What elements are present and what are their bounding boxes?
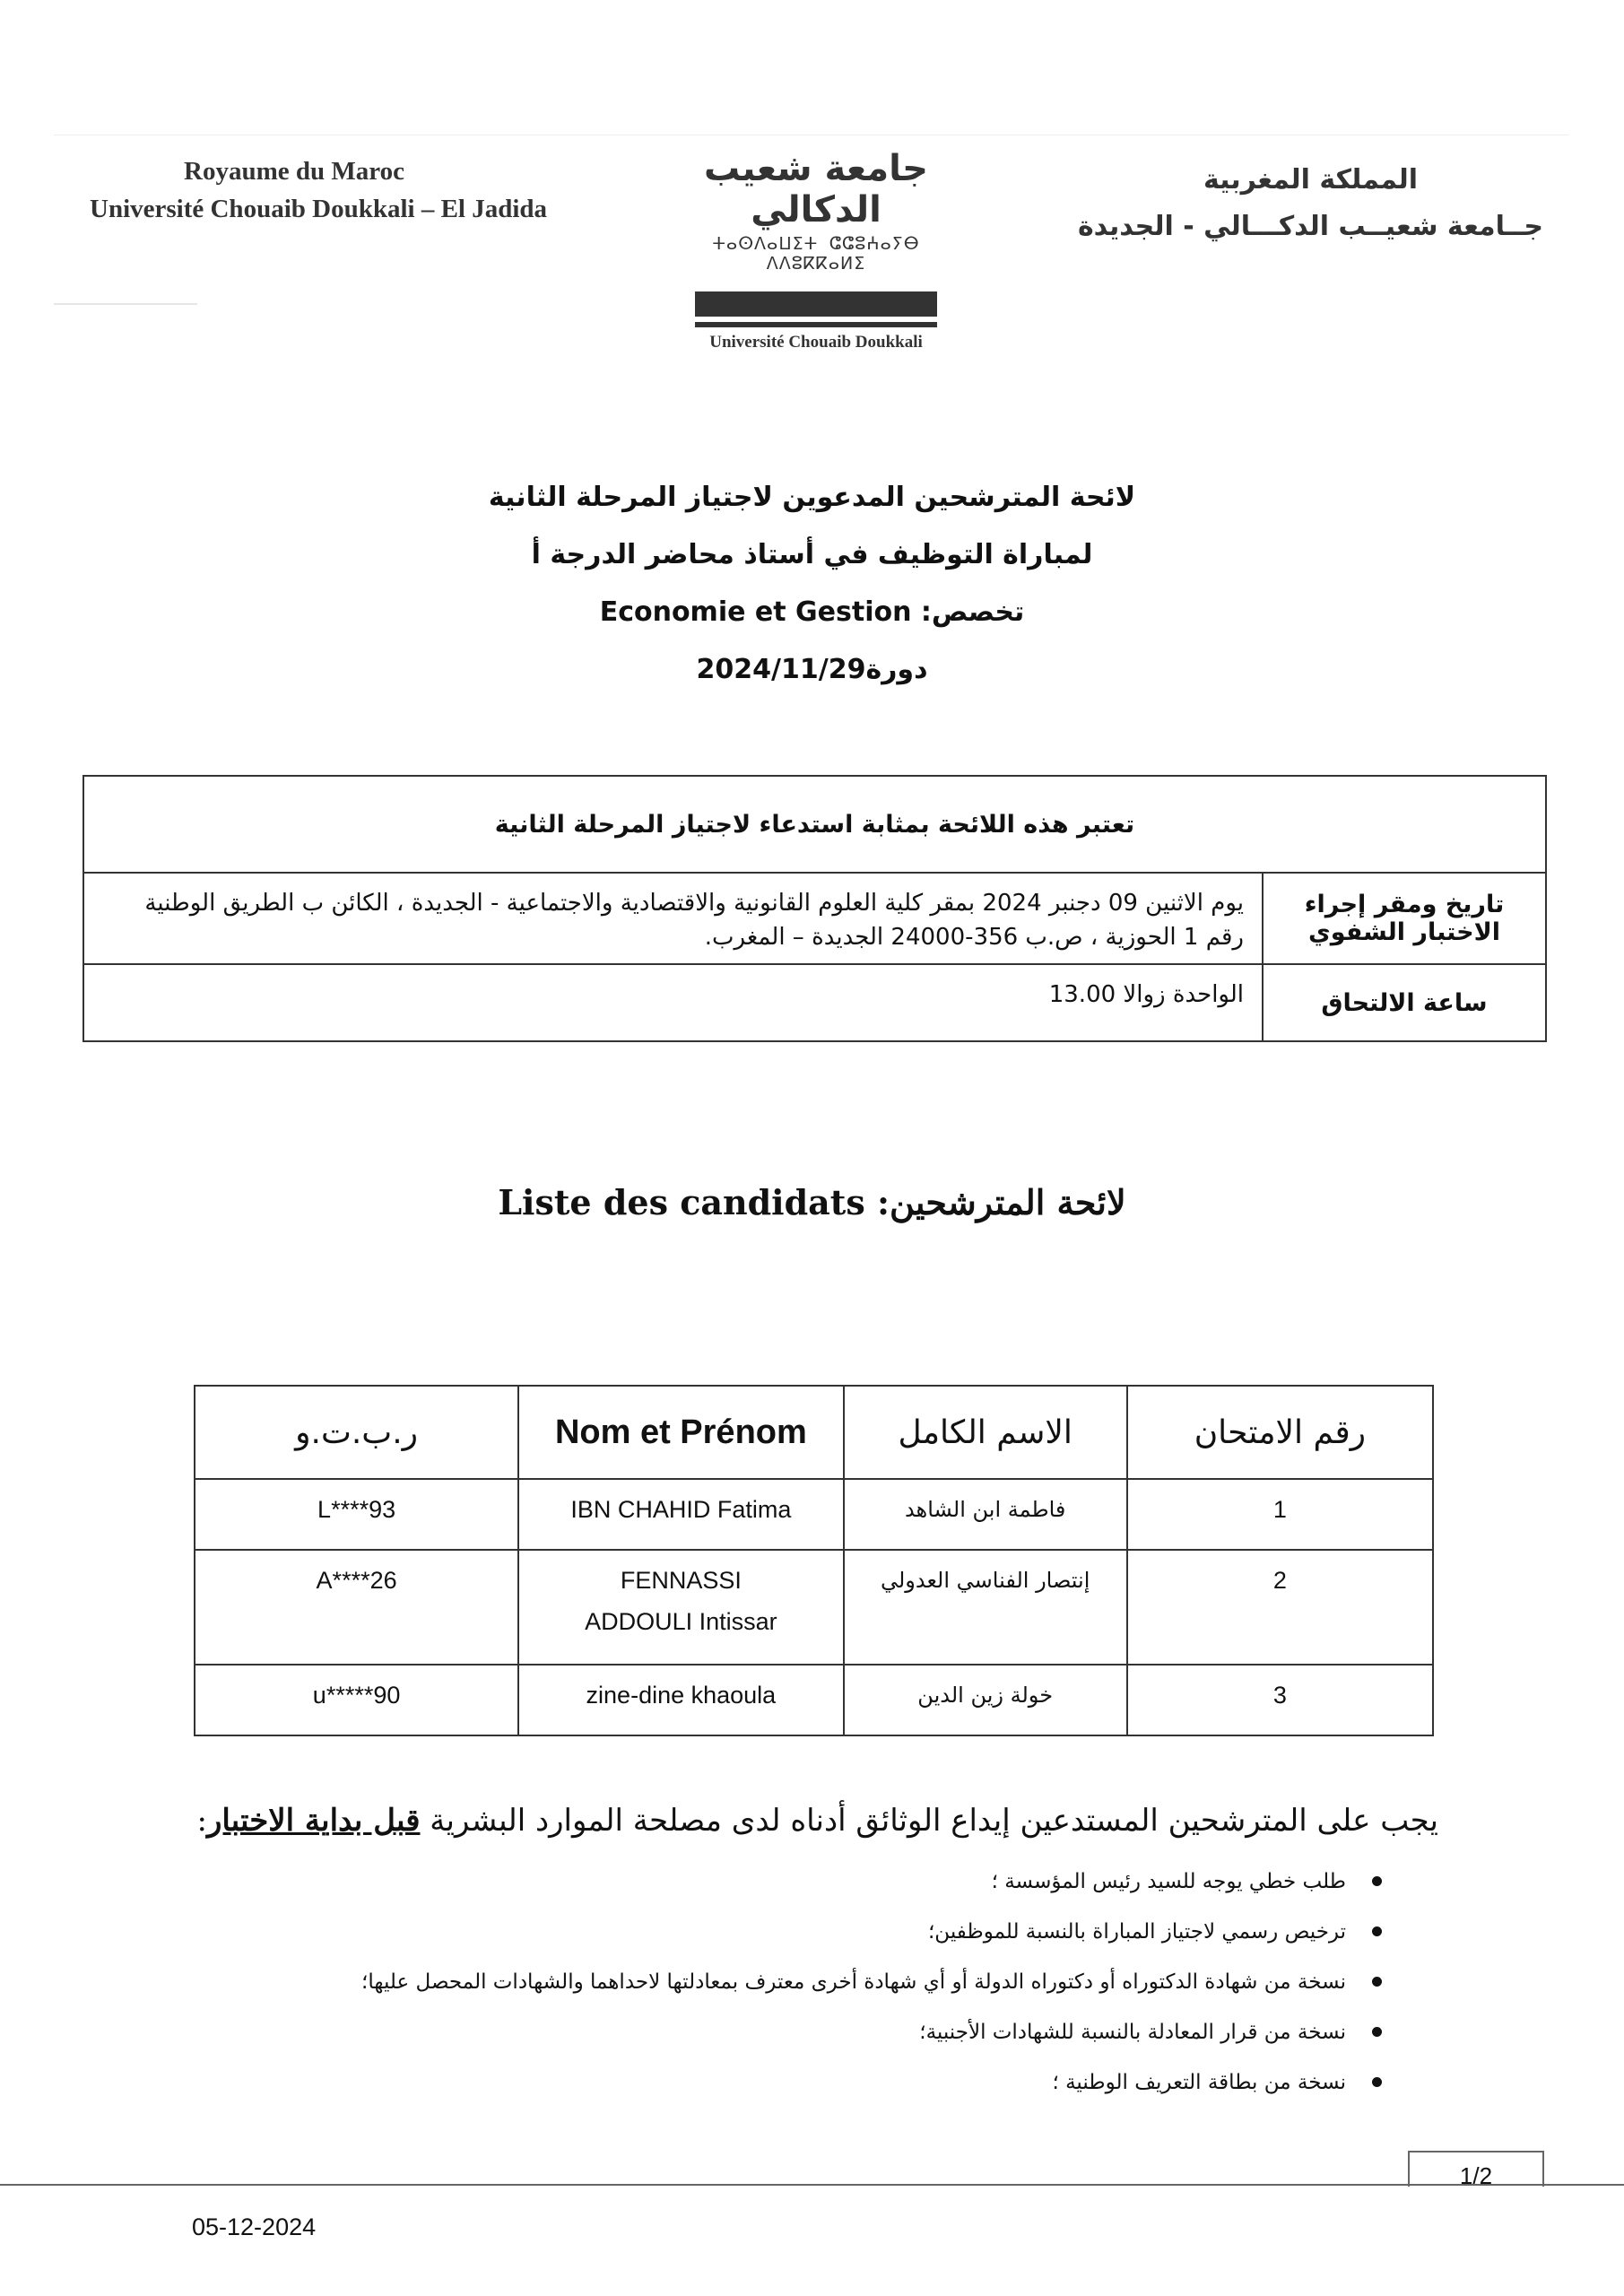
list-item: نسخة من بطاقة التعريف الوطنية ؛ <box>361 2057 1382 2108</box>
header-kingdom-ar: المملكة المغربية <box>1203 164 1418 196</box>
footer-rule <box>0 2184 1624 2186</box>
cell-name-ar: خولة زين الدين <box>844 1665 1127 1735</box>
arrival-time-value: الواحدة زوالا 13.00 <box>83 964 1263 1041</box>
cell-number: 2 <box>1127 1550 1433 1665</box>
list-item: نسخة من شهادة الدكتوراه أو دكتوراه الدولة أو أي شهادة أخرى معترف بمعادلتها لاحداهما والشهادات المحصل عليها؛ <box>361 1957 1382 2007</box>
logo-french: Université Chouaib Doukkali <box>709 333 923 352</box>
university-logo <box>673 148 960 352</box>
requirements-deadline: قبل بداية الاختبار <box>206 1803 421 1839</box>
required-documents-list <box>361 1857 1382 2108</box>
title-line-2: لمباراة التوظيف في أستاذ محاضر الدرجة أ <box>531 539 1093 570</box>
requirements-intro: يجب على المترشحين المستدعين إيداع الوثائق أدناه لدى مصلحة الموارد البشرية قبل بداية الاختبار: <box>196 1803 1438 1839</box>
cell-id: A****26 <box>195 1550 518 1665</box>
logo-arabic: جامعة شعيب الدكالي <box>704 148 928 230</box>
header-kingdom-fr: Royaume du Maroc <box>184 157 404 186</box>
header-university-ar: جــامعة شعيــب الدكـــالي - الجديدة <box>1077 211 1543 242</box>
cell-id: L****93 <box>195 1479 518 1550</box>
col-header-name-ar: الاسم الكامل <box>844 1386 1127 1479</box>
cell-number: 3 <box>1127 1665 1433 1735</box>
cell-name-ar: إنتصار الفناسي العدولي <box>844 1550 1127 1665</box>
cell-name-fr: FENNASSI ADDOULI Intissar <box>518 1550 843 1665</box>
requirements-intro-text: يجب على المترشحين المستدعين إيداع الوثائق أدناه لدى مصلحة الموارد البشرية <box>430 1803 1438 1839</box>
col-header-name-fr: Nom et Prénom <box>518 1386 843 1479</box>
title-line-1: لائحة المترشحين المدعوين لاجتياز المرحلة الثانية <box>488 482 1136 513</box>
header-french <box>90 152 547 228</box>
cell-name-fr: zine-dine khaoula <box>518 1665 843 1735</box>
footer-date: 05-12-2024 <box>192 2213 317 2240</box>
logo-bar <box>695 291 937 317</box>
header-mark <box>54 303 197 305</box>
candidates-table <box>194 1385 1434 1736</box>
table-row <box>195 1665 1433 1735</box>
date-place-value: يوم الاثنين 09 دجنبر 2024 بمقر كلية العلوم القانونية والاقتصادية والاجتماعية - الجديدة ، الكائن ب الطريق الوطنية رقم 1 الحوزية ، ص.ب 356-24000 الجديدة – المغرب. <box>83 873 1263 964</box>
title-specialty: تخصص: Economie et Gestion <box>599 596 1025 628</box>
date-place-label: تاريخ ومقر إجراء الاختبار الشفوي <box>1263 873 1546 964</box>
title-session: دورة2024/11/29 <box>696 654 928 685</box>
cell-name-fr: IBN CHAHID Fatima <box>518 1479 843 1550</box>
header-university-fr: Université Chouaib Doukkali – El Jadida <box>90 195 548 223</box>
logo-bar-thin <box>695 322 937 327</box>
col-header-id: ر.ب.ت.و <box>195 1386 518 1479</box>
table-row <box>195 1550 1433 1665</box>
cell-id: u*****90 <box>195 1665 518 1735</box>
document-titles <box>0 469 1624 699</box>
cell-number: 1 <box>1127 1479 1433 1550</box>
logo-tifinagh: ⵜⴰⵙⴷⴰⵡⵉⵜ ⵛⵛⵓⵄⴰⵢⴱ ⴷⴷⵓⴽⴽⴰⵍⵉ <box>712 234 920 274</box>
cell-name-ar: فاطمة ابن الشاهد <box>844 1479 1127 1550</box>
info-header: تعتبر هذه اللائحة بمثابة استدعاء لاجتياز المرحلة الثانية <box>83 776 1546 873</box>
table-row <box>195 1479 1433 1550</box>
candidates-list-title: لائحة المترشحين: Liste des candidats <box>498 1182 1126 1222</box>
convocation-info-table <box>83 775 1547 1042</box>
list-item: ترخيص رسمي لاجتياز المباراة بالنسبة للموظفين؛ <box>361 1907 1382 1957</box>
list-item: نسخة من قرار المعادلة بالنسبة للشهادات الأجنبية؛ <box>361 2007 1382 2057</box>
page-number: 1/2 <box>1408 2151 1544 2187</box>
col-header-number: رقم الامتحان <box>1127 1386 1433 1479</box>
header-arabic <box>1078 157 1543 250</box>
list-item: طلب خطي يوجه للسيد رئيس المؤسسة ؛ <box>361 1857 1382 1907</box>
arrival-time-label: ساعة الالتحاق <box>1263 964 1546 1041</box>
